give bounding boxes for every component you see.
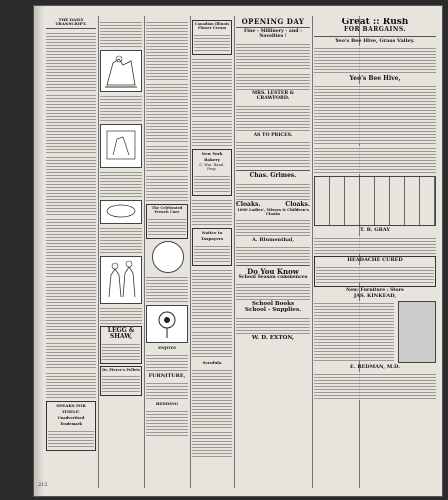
engraving-illustration bbox=[100, 200, 142, 224]
ad-heading: HEADACHE CURED bbox=[347, 256, 403, 263]
column-4 bbox=[192, 18, 232, 488]
column-1 bbox=[46, 18, 96, 488]
ad-box bbox=[100, 366, 142, 396]
ad-heading: School Season commences bbox=[238, 274, 308, 280]
ad-heading: The Celebrated French Cure bbox=[151, 206, 183, 215]
ad-heading: A. Blumenthal, bbox=[251, 236, 295, 243]
ad-heading: Scrofula bbox=[202, 359, 222, 365]
page-number: 212 bbox=[38, 482, 48, 488]
newspaper-page bbox=[34, 6, 442, 496]
ad-box bbox=[146, 204, 188, 239]
ad-heading: Chas. Grimes. bbox=[249, 172, 297, 180]
ad-subheading: C. Wm. Baral, Prop. bbox=[199, 162, 225, 172]
ad-heading: Cloaks. bbox=[285, 200, 310, 208]
ad-heading: JAS. KINKEAD, bbox=[353, 292, 397, 299]
ad-heading: E. REDMAN, M.D. bbox=[350, 363, 400, 370]
ad-heading: New York Bakery bbox=[201, 150, 223, 162]
ad-heading: Cloaks. bbox=[236, 200, 261, 208]
ad-heading: MRS. LESTER & CRAWFORD. bbox=[252, 90, 294, 101]
ad-heading: T. B. GRAY bbox=[360, 227, 390, 234]
page-crease bbox=[34, 6, 44, 496]
table-illustration bbox=[314, 176, 436, 226]
engraving-illustration bbox=[100, 50, 142, 92]
ad-heading: Do You Know bbox=[247, 267, 299, 277]
ad-heading: BEDDING bbox=[155, 400, 179, 406]
ad-box bbox=[100, 326, 142, 364]
column-rule bbox=[312, 16, 313, 488]
ad-heading: LEGG & SHAW, bbox=[107, 327, 135, 340]
ad-heading: FURNITURE, bbox=[148, 372, 186, 379]
ad-box bbox=[192, 20, 232, 55]
ad-heading: ENJOYS bbox=[158, 344, 176, 350]
seal-illustration bbox=[152, 241, 184, 273]
column-5 bbox=[236, 18, 310, 488]
flower-illustration bbox=[146, 305, 188, 343]
ad-subheading: Unadvertised Trademark bbox=[57, 416, 85, 427]
engraving-illustration bbox=[100, 124, 142, 168]
ad-heading: OPENING DAY bbox=[241, 18, 305, 26]
column-rule bbox=[190, 16, 191, 488]
ad-heading: Notice to Taxpayers bbox=[200, 229, 224, 241]
ad-heading: Fine - Millinery - and - Novelties ! bbox=[244, 29, 302, 40]
ad-heading: New: Furniture : Store bbox=[346, 287, 404, 293]
building-illustration bbox=[398, 301, 436, 363]
column-rule bbox=[234, 16, 235, 488]
column-rule bbox=[98, 16, 99, 488]
ad-heading: School Books bbox=[251, 301, 295, 308]
ad-heading: SPEAKS FOR ITSELF. bbox=[56, 403, 86, 415]
ad-box bbox=[46, 401, 96, 451]
ad-heading: 1000 Ladies', Misses & Children's Cloaks bbox=[237, 207, 309, 216]
ad-box bbox=[192, 228, 232, 266]
ad-heading: Yeo's Bee Hive, bbox=[349, 74, 401, 82]
ad-heading: Canadian Illinois Flower Cream bbox=[194, 22, 230, 31]
ad-heading: FOR BARGAINS. bbox=[343, 26, 407, 34]
ad-heading: AS TO PRICES. bbox=[253, 132, 293, 138]
ad-box bbox=[314, 256, 436, 287]
ad-box bbox=[192, 149, 232, 196]
ad-heading: Yeo's Bee Hive, Grass Valley. bbox=[335, 37, 415, 44]
engraving-illustration bbox=[100, 256, 142, 304]
column-6 bbox=[314, 18, 436, 488]
ad-heading: Great :: Rush bbox=[341, 18, 409, 27]
column-2 bbox=[100, 18, 142, 488]
column-3 bbox=[146, 18, 188, 488]
masthead: THE DAILY TRANSCRIPT. bbox=[55, 18, 87, 27]
ad-heading: Dr. Pierce's Pellets bbox=[102, 368, 140, 372]
ad-heading: School - Supplies. bbox=[244, 307, 302, 314]
ad-heading: W. D. EXTON, bbox=[251, 335, 295, 342]
column-rule bbox=[144, 16, 145, 488]
